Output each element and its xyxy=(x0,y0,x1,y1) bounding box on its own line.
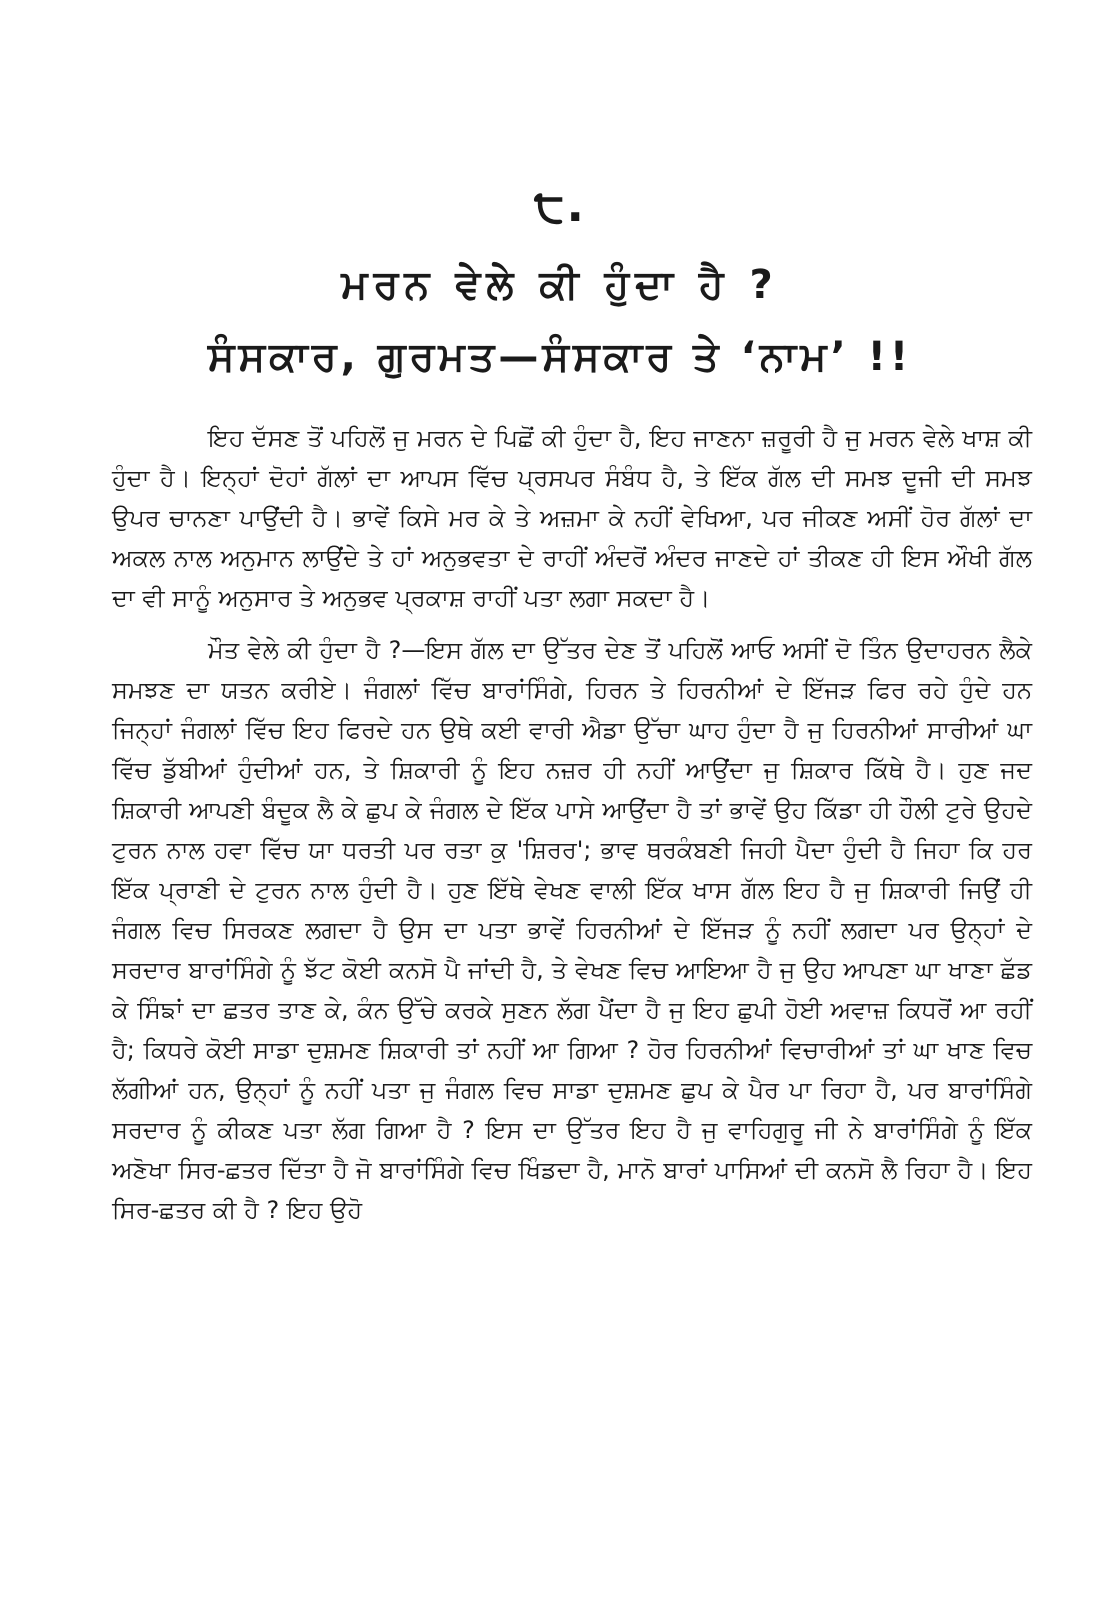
paragraph: ਇਹ ਦੱਸਣ ਤੋਂ ਪਹਿਲੋਂ ਜੁ ਮਰਨ ਦੇ ਪਿਛੋਂ ਕੀ ਹੁੰਦਾ ਹੈ, ਇਹ ਜਾਣਨਾ ਜ਼ਰੂਰੀ ਹੈ ਜੁ ਮਰਨ ਵੇਲੇ ਖਾਸ਼ ਕੀ ਹੁੰਦਾ ਹੈ। ਇਨ੍ਹਾਂ ਦੋਹਾਂ ਗੱਲਾਂ ਦਾ ਆਪਸ ਵਿੱਚ ਪ੍ਰਸਪਰ ਸੰਬੰਧ ਹੈ, ਤੇ ਇੱਕ ਗੱਲ ਦੀ ਸਮਝ ਦੂਜੀ ਦੀ ਸਮਝ ਉਪਰ ਚਾਨਣਾ ਪਾਉਂਦੀ ਹੈ। ਭਾਵੇਂ ਕਿਸੇ ਮਰ ਕੇ ਤੇ ਅਜ਼ਮਾ ਕੇ ਨਹੀਂ ਵੇਖਿਆ, ਪਰ ਜੀਕਣ ਅਸੀਂ ਹੋਰ ਗੱਲਾਂ ਦਾ ਅਕਲ ਨਾਲ ਅਨੁਮਾਨ ਲਾਉਂਦੇ ਤੇ ਹਾਂ ਅਨੁਭਵਤਾ ਦੇ ਰਾਹੀਂ ਅੰਦਰੋਂ ਅੰਦਰ ਜਾਣਦੇ ਹਾਂ ਤੀਕਣ ਹੀ ਇਸ ਔਖੀ ਗੱਲ ਦਾ ਵੀ ਸਾਨੂੰ ਅਨੁਸਾਰ ਤੇ ਅਨੁਭਵ ਪ੍ਰਕਾਸ਼ ਰਾਹੀਂ ਪਤਾ ਲਗਾ ਸਕਦਾ ਹੈ। xyxy=(112,424,1032,612)
paragraph: ਮੌਤ ਵੇਲੇ ਕੀ ਹੁੰਦਾ ਹੈ ?—ਇਸ ਗੱਲ ਦਾ ਉੱਤਰ ਦੇਣ ਤੋਂ ਪਹਿਲੋਂ ਆਓ ਅਸੀਂ ਦੋ ਤਿੰਨ ਉਦਾਹਰਨ ਲੈਕੇ ਸਮਝਣ ਦਾ ਯਤਨ ਕਰੀਏ। ਜੰਗਲਾਂ ਵਿੱਚ ਬਾਰਾਂਸਿੰਗੇ, ਹਿਰਨ ਤੇ ਹਿਰਨੀਆਂ ਦੇ ਇੱਜੜ ਫਿਰ ਰਹੇ ਹੁੰਦੇ ਹਨ ਜਿਨ੍ਹਾਂ ਜੰਗਲਾਂ ਵਿੱਚ ਇਹ ਫਿਰਦੇ ਹਨ ਉਥੇ ਕਈ ਵਾਰੀ ਐਡਾ ਉੱਚਾ ਘਾਹ ਹੁੰਦਾ ਹੈ ਜੁ ਹਿਰਨੀਆਂ ਸਾਰੀਆਂ ਘਾ ਵਿੱਚ ਡੁੱਬੀਆਂ ਹੁੰਦੀਆਂ ਹਨ, ਤੇ ਸ਼ਿਕਾਰੀ ਨੂੰ ਇਹ ਨਜ਼ਰ ਹੀ ਨਹੀਂ ਆਉਂਦਾ ਜੁ ਸ਼ਿਕਾਰ ਕਿੱਥੇ ਹੈ। ਹੁਣ ਜਦ ਸ਼ਿਕਾਰੀ ਆਪਣੀ ਬੰਦੂਕ ਲੈ ਕੇ ਛੁਪ ਕੇ ਜੰਗਲ ਦੇ ਇੱਕ ਪਾਸੇ ਆਉਂਦਾ ਹੈ ਤਾਂ ਭਾਵੇਂ ਉਹ ਕਿੱਡਾ ਹੀ ਹੌਲੀ ਟੁਰੇ ਉਹਦੇ ਟੁਰਨ ਨਾਲ ਹਵਾ ਵਿੱਚ ਯਾ ਧਰਤੀ ਪਰ ਰਤਾ ਕੁ 'ਸ਼ਿਰਰ'; ਭਾਵ ਥਰਕੰਬਣੀ ਜਿਹੀ ਪੈਦਾ ਹੁੰਦੀ ਹੈ ਜਿਹਾ ਕਿ ਹਰ ਇੱਕ ਪ੍ਰਾਣੀ ਦੇ ਟੁਰਨ ਨਾਲ ਹੁੰਦੀ ਹੈ। ਹੁਣ ਇੱਥੇ ਵੇਖਣ ਵਾਲੀ ਇੱਕ ਖਾਸ ਗੱਲ ਇਹ ਹੈ ਜੁ ਸ਼ਿਕਾਰੀ ਜਿਉਂ ਹੀ ਜੰਗਲ ਵਿਚ ਸਿਰਕਣ ਲਗਦਾ ਹੈ ਉਸ ਦਾ ਪਤਾ ਭਾਵੇਂ ਹਿਰਨੀਆਂ ਦੇ ਇੱਜੜ ਨੂੰ ਨਹੀਂ ਲਗਦਾ ਪਰ ਉਨ੍ਹਾਂ ਦੇ ਸਰਦਾਰ ਬਾਰਾਂਸਿੰਗੇ ਨੂੰ ਝੱਟ ਕੋਈ ਕਨਸੋ ਪੈ ਜਾਂਦੀ ਹੈ, ਤੇ ਵੇਖਣ ਵਿਚ ਆਇਆ ਹੈ ਜੁ ਉਹ ਆਪਣਾ ਘਾ ਖਾਣਾ ਛੱਡ ਕੇ ਸਿੰਙਾਂ ਦਾ ਛਤਰ ਤਾਣ ਕੇ, ਕੰਨ ਉੱਚੇ ਕਰਕੇ ਸੁਣਨ ਲੱਗ ਪੈਂਦਾ ਹੈ ਜੁ ਇਹ ਛੁਪੀ ਹੋਈ ਅਵਾਜ਼ ਕਿਧਰੋਂ ਆ ਰਹੀਂ ਹੈ; ਕਿਧਰੇ ਕੋਈ ਸਾਡਾ ਦੁਸ਼ਮਣ ਸ਼ਿਕਾਰੀ ਤਾਂ ਨਹੀਂ ਆ ਗਿਆ ? ਹੋਰ ਹਿਰਨੀਆਂ ਵਿਚਾਰੀਆਂ ਤਾਂ ਘਾ ਖਾਣ ਵਿਚ ਲੱਗੀਆਂ ਹਨ, ਉਨ੍ਹਾਂ ਨੂੰ ਨਹੀਂ ਪਤਾ ਜੁ ਜੰਗਲ ਵਿਚ ਸਾਡਾ ਦੁਸ਼ਮਣ ਛੁਪ ਕੇ ਪੈਰ ਪਾ ਰਿਹਾ ਹੈ, ਪਰ ਬਾਰਾਂਸਿੰਗੇ ਸਰਦਾਰ ਨੂੰ ਕੀਕਣ ਪਤਾ ਲੱਗ ਗਿਆ ਹੈ ? ਇਸ ਦਾ ਉੱਤਰ ਇਹ ਹੈ ਜੁ ਵਾਹਿਗੁਰੂ ਜੀ ਨੇ ਬਾਰਾਂਸਿੰਗੇ ਨੂੰ ਇੱਕ ਅਣੋਖਾ ਸਿਰ-ਛਤਰ ਦਿੱਤਾ ਹੈ ਜੋ ਬਾਰਾਂਸਿੰਗੇ ਵਿਚ ਖਿੰਡਦਾ ਹੈ, ਮਾਨੋ ਬਾਰਾਂ ਪਾਸਿਆਂ ਦੀ ਕਨਸੋ ਲੈ ਰਿਹਾ ਹੈ। ਇਹ ਸਿਰ-ਛਤਰ ਕੀ ਹੈ ? ਇਹ ਉਹੋ xyxy=(112,636,1032,1224)
body-text xyxy=(112,418,1032,1242)
chapter-subtitle: ਸੰਸਕਾਰ, ਗੁਰਮਤ—ਸੰਸਕਾਰ ਤੇ ‘ਨਾਮ’ !! xyxy=(207,334,913,380)
chapter-number: ੮. xyxy=(534,178,586,232)
chapter-title: ਮਰਨ ਵੇਲੇ ਕੀ ਹੁੰਦਾ ਹੈ ? xyxy=(341,262,779,308)
